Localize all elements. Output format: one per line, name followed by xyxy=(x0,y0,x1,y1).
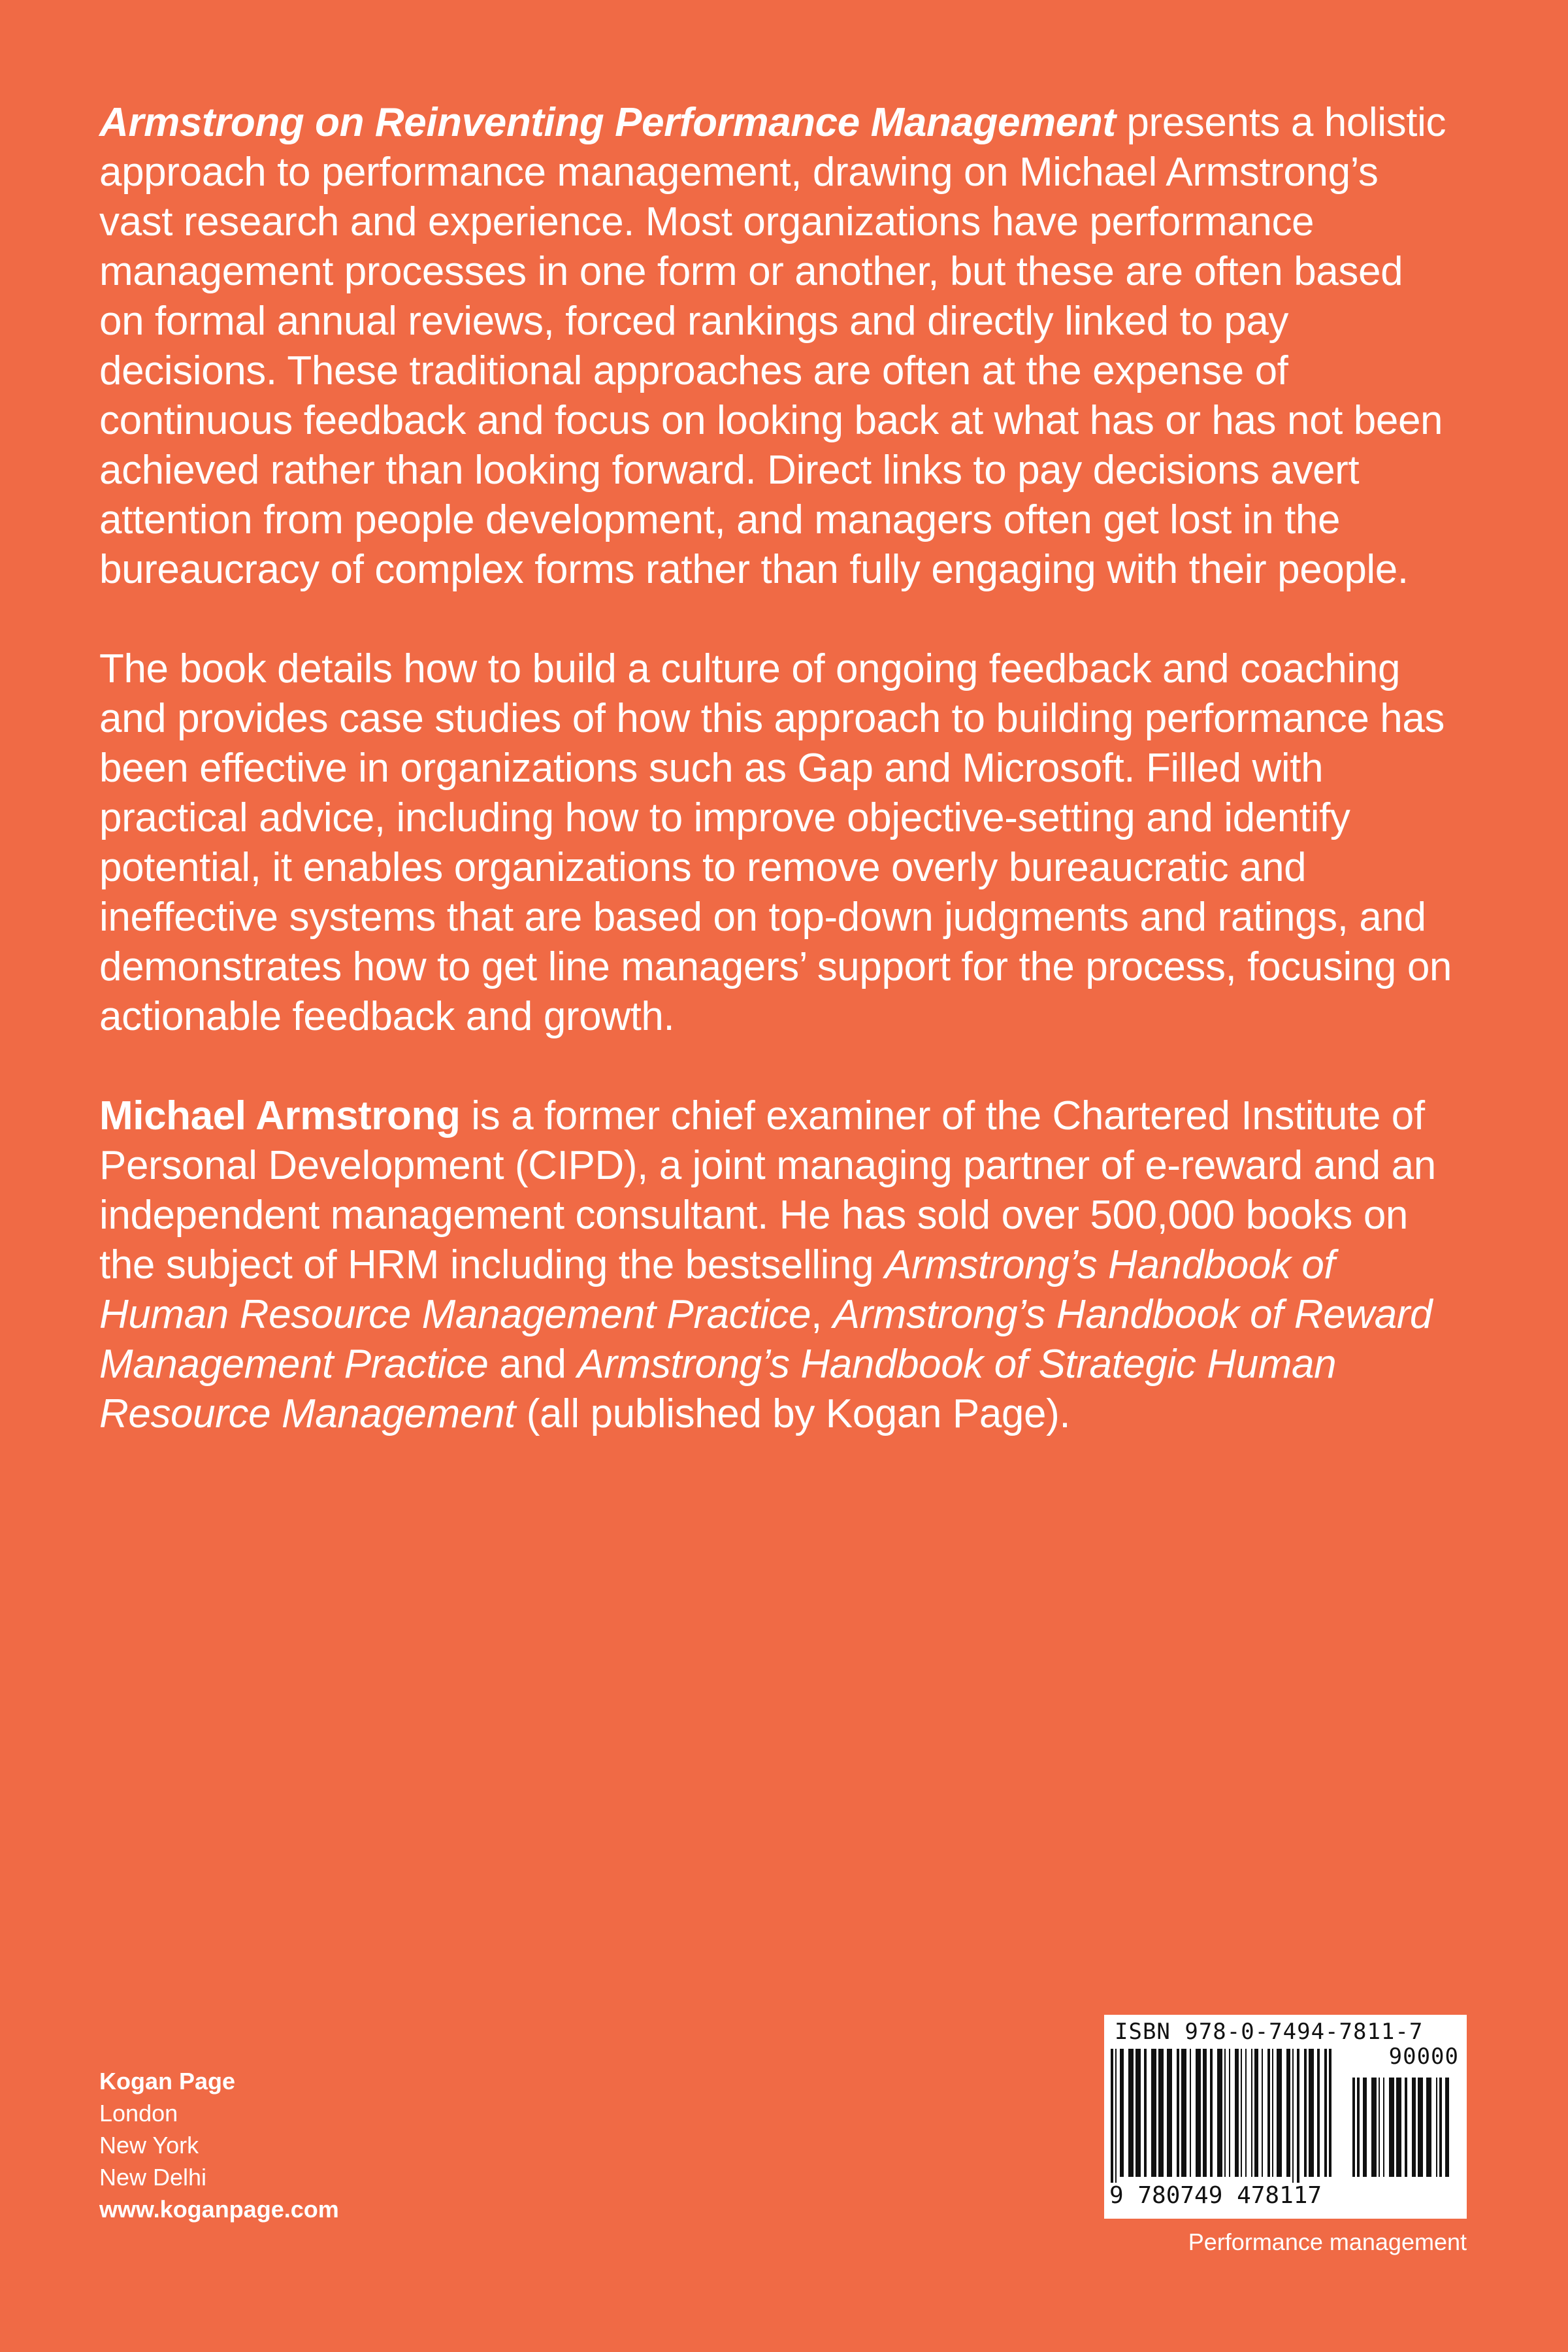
barcode-bar xyxy=(1379,2078,1380,2177)
barcode-bar xyxy=(1254,2049,1258,2177)
barcode-bar xyxy=(1158,2049,1164,2177)
blurb-paragraph-2 xyxy=(99,644,1458,1042)
barcode-bar xyxy=(1241,2049,1242,2177)
publisher-city-new-york: New York xyxy=(99,2132,199,2159)
barcode-bar xyxy=(1418,2078,1423,2177)
barcode-bar xyxy=(1363,2078,1367,2177)
barcode-bar xyxy=(1196,2049,1201,2177)
barcode-bar xyxy=(1203,2049,1207,2177)
ean-digits: 9 780749 478117 xyxy=(1109,2182,1322,2209)
barcode-bar xyxy=(1217,2049,1222,2177)
barcode-bar xyxy=(1210,2049,1213,2177)
author-bio xyxy=(99,1091,1458,1439)
barcode-bar xyxy=(1229,2049,1230,2177)
barcode-bar xyxy=(1235,2049,1239,2177)
author-bio-text-b: (all published by Kogan Page). xyxy=(515,1391,1071,1436)
barcode-bar xyxy=(1224,2049,1226,2177)
barcode-bar xyxy=(1436,2078,1437,2177)
book-title-3: Armstrong’s Handbook of Strategic Human Resource Management xyxy=(99,1342,1337,1436)
barcode-bar xyxy=(1277,2049,1282,2177)
barcode-bar xyxy=(1329,2049,1331,2177)
barcode-bar xyxy=(1181,2049,1186,2177)
barcode-bar xyxy=(1317,2049,1320,2177)
barcode-bar xyxy=(1412,2078,1416,2177)
barcode-bar xyxy=(1267,2049,1270,2177)
barcode-bar xyxy=(1405,2078,1407,2177)
publisher-block xyxy=(99,2065,339,2225)
blurb-paragraph-1 xyxy=(99,98,1458,595)
barcode-bar xyxy=(1111,2049,1113,2183)
barcode-bar xyxy=(1383,2078,1384,2177)
barcode-bar xyxy=(1286,2049,1290,2177)
barcode-bar xyxy=(1128,2049,1134,2177)
barcode-bar xyxy=(1426,2078,1431,2177)
isbn-text: ISBN 978-0-7494-7811-7 xyxy=(1115,2019,1424,2045)
barcode-bar xyxy=(1272,2049,1273,2177)
barcode-bar xyxy=(1245,2049,1247,2177)
author-bio-text-a: is a former chief examiner of the Chartered Institute of Personal Development (CIPD), a joint managing partner of e-reward and an independent management consultant. He has sold over 500,000 books on the subject of HRM including the bestselling xyxy=(99,1093,1436,1287)
barcode-bar xyxy=(1304,2049,1307,2177)
barcode-bar xyxy=(1115,2049,1117,2183)
barcode-bar xyxy=(1177,2049,1179,2177)
barcode-bar xyxy=(1135,2049,1141,2177)
publisher-city-london: London xyxy=(99,2100,178,2127)
barcode-bar xyxy=(1309,2049,1314,2177)
barcode-bar xyxy=(1389,2078,1394,2177)
separator-2: and xyxy=(488,1342,578,1387)
barcode-bar xyxy=(1190,2049,1191,2177)
isbn-barcode xyxy=(1104,2015,1467,2219)
barcode-bar xyxy=(1357,2078,1360,2177)
barcode-bar xyxy=(1120,2049,1124,2177)
barcode-bar xyxy=(1167,2049,1172,2177)
book-title: Armstrong on Reinventing Performance Management xyxy=(99,100,1116,145)
barcode-bar xyxy=(1251,2049,1252,2177)
book-title-2: Armstrong’s Handbook of Reward Management Practice xyxy=(99,1292,1433,1387)
price-code: 90000 xyxy=(1388,2044,1459,2070)
barcode-bar xyxy=(1396,2078,1401,2177)
publisher-name: Kogan Page xyxy=(99,2068,236,2095)
barcode-bar xyxy=(1297,2049,1299,2183)
barcode-bar xyxy=(1324,2049,1327,2177)
barcode-bar xyxy=(1439,2078,1442,2177)
barcode-bar xyxy=(1445,2078,1449,2177)
barcode-bar xyxy=(1151,2049,1156,2177)
barcode-bar xyxy=(1371,2078,1377,2177)
back-cover-blurb xyxy=(99,98,1458,1489)
barcode-bar xyxy=(1144,2049,1147,2177)
book-title-1: Armstrong’s Handbook of Human Resource Management Practice xyxy=(99,1242,1335,1337)
category-label: Performance management xyxy=(1188,2228,1467,2255)
author-name: Michael Armstrong xyxy=(99,1093,461,1138)
barcode-bar xyxy=(1262,2049,1263,2177)
barcode-bar xyxy=(1292,2049,1294,2183)
publisher-website-link[interactable]: www.koganpage.com xyxy=(99,2196,339,2223)
publisher-city-new-delhi: New Delhi xyxy=(99,2164,207,2191)
blurb-p1-text: presents a holistic approach to performance management, drawing on Michael Armstrong’s vast research and experience. Most organizations have performance management processes in one form or another, but these are often based on formal annual reviews, forced rankings and directly linked to pay decisions. These traditional approaches are often at the expense of continuous feedback and focus on looking back at what has or has not been achieved rather than looking forward. Direct links to pay decisions avert attention from people development, and managers often get lost in the bureaucracy of complex forms rather than fully engaging with their people. xyxy=(99,100,1446,592)
barcode-bar xyxy=(1352,2078,1355,2177)
blurb-p2-text: The book details how to build a culture of ongoing feedback and coaching and provides case studies of how this approach to building performance has been effective in organizations such as Gap and Microsoft. Filled with practical advice, including how to improve objective-setting and identify potential, it enables organizations to remove overly bureaucratic and ineffective systems that are based on top-down judgments and ratings, and demonstrates how to get line managers’ support for the process, focusing on actionable feedback and growth. xyxy=(99,646,1452,1039)
separator-1: , xyxy=(811,1292,833,1337)
